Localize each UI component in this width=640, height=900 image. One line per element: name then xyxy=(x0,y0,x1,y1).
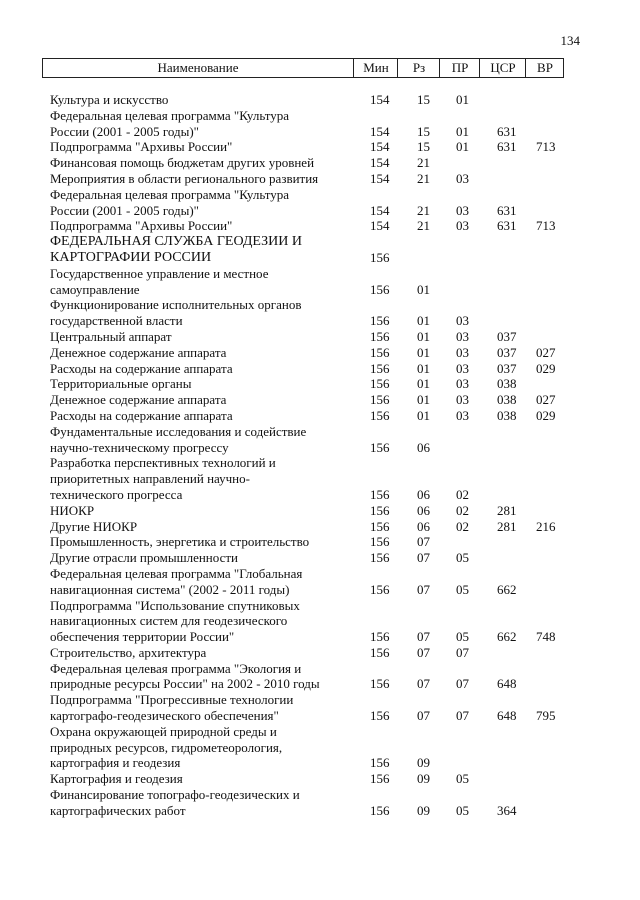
row-vr-code: 029 xyxy=(536,407,556,423)
table-row xyxy=(0,392,640,408)
row-name: научно-техническому прогрессу xyxy=(50,439,229,455)
table-row xyxy=(0,740,640,756)
row-rz-code: 21 xyxy=(417,155,430,171)
row-name: Подпрограмма "Прогрессивные технологии xyxy=(50,692,294,708)
table-row xyxy=(0,250,640,266)
row-csr-code: 038 xyxy=(497,376,517,392)
table-row xyxy=(0,755,640,771)
row-rz-code: 07 xyxy=(417,581,430,597)
table-row xyxy=(0,124,640,140)
row-rz-code: 21 xyxy=(417,218,430,234)
row-vr-code: 216 xyxy=(536,518,556,534)
header-name: Наименование xyxy=(157,60,239,75)
row-name: Культура и искусство xyxy=(50,92,169,107)
row-name: Центральный аппарат xyxy=(50,328,172,344)
table-row xyxy=(0,471,640,487)
table-row xyxy=(0,550,640,566)
row-min-code: 156 xyxy=(370,439,390,455)
row-csr-code: 631 xyxy=(497,218,517,234)
table-row xyxy=(0,598,640,614)
table-row xyxy=(0,487,640,503)
table-row xyxy=(0,692,640,708)
row-name: Территориальные органы xyxy=(50,376,192,392)
table-row xyxy=(0,234,640,250)
table-row xyxy=(0,408,640,424)
row-pr-code: 03 xyxy=(456,328,469,344)
table-row xyxy=(0,803,640,819)
row-min-code: 156 xyxy=(370,392,390,408)
row-name: КАРТОГРАФИИ РОССИИ xyxy=(50,249,212,265)
table-row xyxy=(0,282,640,298)
row-name: Мероприятия в области регионального развития xyxy=(50,170,319,186)
row-vr-code: 027 xyxy=(536,392,556,408)
row-pr-code: 03 xyxy=(456,407,469,423)
row-vr-code: 748 xyxy=(536,629,556,645)
row-csr-code: 631 xyxy=(497,123,517,139)
row-min-code: 156 xyxy=(370,755,390,771)
row-csr-code: 662 xyxy=(497,581,517,597)
row-csr-code: 631 xyxy=(497,202,517,218)
table-row xyxy=(0,503,640,519)
row-pr-code: 07 xyxy=(456,676,469,692)
row-pr-code: 07 xyxy=(456,708,469,724)
row-name: России (2001 - 2005 годы)" xyxy=(50,202,199,218)
table-row xyxy=(0,771,640,787)
row-rz-code: 07 xyxy=(417,644,430,660)
header-vr: ВР xyxy=(525,59,564,77)
row-min-code: 156 xyxy=(370,281,390,297)
table-row xyxy=(0,171,640,187)
row-name: картографических работ xyxy=(50,802,186,818)
row-name: Строительство, архитектура xyxy=(50,644,207,660)
row-min-code: 156 xyxy=(370,676,390,692)
table-row xyxy=(0,787,640,803)
row-name: Другие НИОКР xyxy=(50,518,138,534)
row-pr-code: 02 xyxy=(456,502,469,518)
row-csr-code: 648 xyxy=(497,708,517,724)
row-pr-code: 05 xyxy=(456,629,469,645)
row-vr-code: 029 xyxy=(536,360,556,376)
row-csr-code: 037 xyxy=(497,344,517,360)
row-vr-code: 713 xyxy=(536,139,556,155)
row-csr-code: 364 xyxy=(497,802,517,818)
table-row xyxy=(0,139,640,155)
row-pr-code: 03 xyxy=(456,344,469,360)
row-name: Разработка перспективных технологий и xyxy=(50,455,276,471)
row-rz-code: 21 xyxy=(417,170,430,186)
row-min-code: 154 xyxy=(370,92,390,107)
row-name: Подпрограмма "Использование спутниковых xyxy=(50,597,300,613)
row-rz-code: 21 xyxy=(417,202,430,218)
row-min-code: 154 xyxy=(370,170,390,186)
table-row xyxy=(0,534,640,550)
row-min-code: 154 xyxy=(370,139,390,155)
row-name: картографо-геодезического обеспечения" xyxy=(50,708,279,724)
row-pr-code: 05 xyxy=(456,802,469,818)
row-pr-code: 01 xyxy=(456,92,469,107)
row-rz-code: 15 xyxy=(417,92,430,107)
row-pr-code: 05 xyxy=(456,550,469,566)
row-min-code: 156 xyxy=(370,708,390,724)
row-pr-code: 03 xyxy=(456,202,469,218)
table-row xyxy=(0,92,640,108)
row-rz-code: 01 xyxy=(417,344,430,360)
table-row xyxy=(0,155,640,171)
table-row xyxy=(0,329,640,345)
row-rz-code: 06 xyxy=(417,518,430,534)
table-row xyxy=(0,629,640,645)
row-min-code: 154 xyxy=(370,155,390,171)
table-row xyxy=(0,345,640,361)
row-name: самоуправление xyxy=(50,281,140,297)
row-name: России (2001 - 2005 годы)" xyxy=(50,123,199,139)
row-vr-code: 713 xyxy=(536,218,556,234)
table-row xyxy=(0,203,640,219)
table-row xyxy=(0,645,640,661)
row-min-code: 156 xyxy=(370,328,390,344)
row-min-code: 156 xyxy=(370,376,390,392)
row-rz-code: 07 xyxy=(417,629,430,645)
row-name: обеспечения территории России" xyxy=(50,629,235,645)
row-rz-code: 07 xyxy=(417,534,430,550)
row-pr-code: 05 xyxy=(456,581,469,597)
row-name: Подпрограмма "Архивы России" xyxy=(50,139,233,155)
row-pr-code: 02 xyxy=(456,486,469,502)
row-name: Финансирование топографо-геодезических и xyxy=(50,787,300,803)
table-row xyxy=(0,708,640,724)
row-csr-code: 662 xyxy=(497,629,517,645)
row-name: Федеральная целевая программа "Культура xyxy=(50,186,290,202)
table-row xyxy=(0,266,640,282)
row-min-code: 156 xyxy=(370,581,390,597)
row-rz-code: 01 xyxy=(417,328,430,344)
row-name: Денежное содержание аппарата xyxy=(50,392,227,408)
header-csr: ЦСР xyxy=(479,59,526,77)
table-row xyxy=(0,297,640,313)
table-row xyxy=(0,613,640,629)
row-rz-code: 06 xyxy=(417,502,430,518)
row-rz-code: 07 xyxy=(417,676,430,692)
row-rz-code: 07 xyxy=(417,550,430,566)
row-name: Подпрограмма "Архивы России" xyxy=(50,218,233,234)
row-rz-code: 06 xyxy=(417,486,430,502)
row-name: Финансовая помощь бюджетам других уровней xyxy=(50,155,315,171)
row-name: Федеральная целевая программа "Культура xyxy=(50,107,290,123)
page-number: 134 xyxy=(560,33,580,48)
row-name: Государственное управление и местное xyxy=(50,265,269,281)
row-min-code: 154 xyxy=(370,218,390,234)
row-name: Денежное содержание аппарата xyxy=(50,344,227,360)
row-csr-code: 037 xyxy=(497,360,517,376)
row-name: Федеральная целевая программа "Экология и xyxy=(50,660,302,676)
row-pr-code: 01 xyxy=(456,139,469,155)
table-row xyxy=(0,108,640,124)
row-rz-code: 01 xyxy=(417,281,430,297)
table-row xyxy=(0,455,640,471)
row-pr-code: 02 xyxy=(456,518,469,534)
row-rz-code: 01 xyxy=(417,376,430,392)
row-rz-code: 01 xyxy=(417,313,430,329)
row-name: навигационных систем для геодезического xyxy=(50,613,288,629)
row-csr-code: 281 xyxy=(497,518,517,534)
row-min-code: 156 xyxy=(370,486,390,502)
row-pr-code: 03 xyxy=(456,218,469,234)
row-pr-code: 03 xyxy=(456,170,469,186)
table-row xyxy=(0,676,640,692)
row-name: Расходы на содержание аппарата xyxy=(50,407,233,423)
row-name: Охрана окружающей природной среды и xyxy=(50,723,277,739)
row-csr-code: 038 xyxy=(497,407,517,423)
table-row xyxy=(0,424,640,440)
table-row xyxy=(0,218,640,234)
row-rz-code: 01 xyxy=(417,360,430,376)
row-min-code: 156 xyxy=(370,344,390,360)
row-name: природные ресурсы России" на 2002 - 2010 годы xyxy=(50,676,320,692)
row-rz-code: 09 xyxy=(417,802,430,818)
row-name: навигационная система" (2002 - 2011 годы) xyxy=(50,581,290,597)
row-min-code: 156 xyxy=(370,534,390,550)
row-name: технического прогресса xyxy=(50,486,183,502)
table-row xyxy=(0,440,640,456)
row-name: Расходы на содержание аппарата xyxy=(50,360,233,376)
row-rz-code: 09 xyxy=(417,755,430,771)
row-min-code: 156 xyxy=(370,802,390,818)
row-rz-code: 15 xyxy=(417,139,430,155)
row-min-code: 156 xyxy=(370,550,390,566)
row-pr-code: 05 xyxy=(456,771,469,787)
table-row xyxy=(0,661,640,677)
row-pr-code: 01 xyxy=(456,123,469,139)
row-name: государственной власти xyxy=(50,313,183,329)
row-name: приоритетных направлений научно- xyxy=(50,471,250,487)
row-vr-code: 027 xyxy=(536,344,556,360)
table-header xyxy=(42,58,564,78)
row-csr-code: 648 xyxy=(497,676,517,692)
table-row xyxy=(0,376,640,392)
row-name: НИОКР xyxy=(50,502,95,518)
row-name: Функционирование исполнительных органов xyxy=(50,297,302,313)
row-min-code: 156 xyxy=(370,629,390,645)
row-rz-code: 07 xyxy=(417,708,430,724)
table-row xyxy=(0,361,640,377)
row-csr-code: 038 xyxy=(497,392,517,408)
table-row xyxy=(0,582,640,598)
row-name: Фундаментальные исследования и содействие xyxy=(50,423,307,439)
row-name: ФЕДЕРАЛЬНАЯ СЛУЖБА ГЕОДЕЗИИ И xyxy=(50,234,302,250)
row-min-code: 154 xyxy=(370,123,390,139)
row-min-code: 156 xyxy=(370,313,390,329)
row-min-code: 156 xyxy=(370,518,390,534)
row-name: природных ресурсов, гидрометеорология, xyxy=(50,739,283,755)
row-rz-code: 15 xyxy=(417,123,430,139)
row-csr-code: 631 xyxy=(497,139,517,155)
row-name: картография и геодезия xyxy=(50,755,181,771)
row-csr-code: 281 xyxy=(497,502,517,518)
row-min-code: 156 xyxy=(370,249,390,265)
row-name: Федеральная целевая программа "Глобальная xyxy=(50,565,303,581)
header-pr: ПР xyxy=(439,59,480,77)
header-rz: Рз xyxy=(397,59,440,77)
row-min-code: 156 xyxy=(370,644,390,660)
row-csr-code: 037 xyxy=(497,328,517,344)
row-name: Другие отрасли промышленности xyxy=(50,550,238,566)
row-min-code: 156 xyxy=(370,360,390,376)
row-rz-code: 09 xyxy=(417,771,430,787)
table-body xyxy=(0,92,640,819)
row-pr-code: 07 xyxy=(456,644,469,660)
row-min-code: 156 xyxy=(370,502,390,518)
row-pr-code: 03 xyxy=(456,376,469,392)
row-rz-code: 01 xyxy=(417,407,430,423)
row-rz-code: 01 xyxy=(417,392,430,408)
row-rz-code: 06 xyxy=(417,439,430,455)
row-min-code: 156 xyxy=(370,407,390,423)
row-vr-code: 795 xyxy=(536,708,556,724)
table-row xyxy=(0,724,640,740)
row-pr-code: 03 xyxy=(456,360,469,376)
row-pr-code: 03 xyxy=(456,313,469,329)
row-name: Картография и геодезия xyxy=(50,771,183,787)
table-row xyxy=(0,187,640,203)
table-row xyxy=(0,313,640,329)
table-row xyxy=(0,519,640,535)
header-min: Мин xyxy=(353,59,398,77)
row-min-code: 156 xyxy=(370,771,390,787)
table-row xyxy=(0,566,640,582)
row-min-code: 154 xyxy=(370,202,390,218)
row-name: Промышленность, энергетика и строительство xyxy=(50,534,310,550)
row-pr-code: 03 xyxy=(456,392,469,408)
